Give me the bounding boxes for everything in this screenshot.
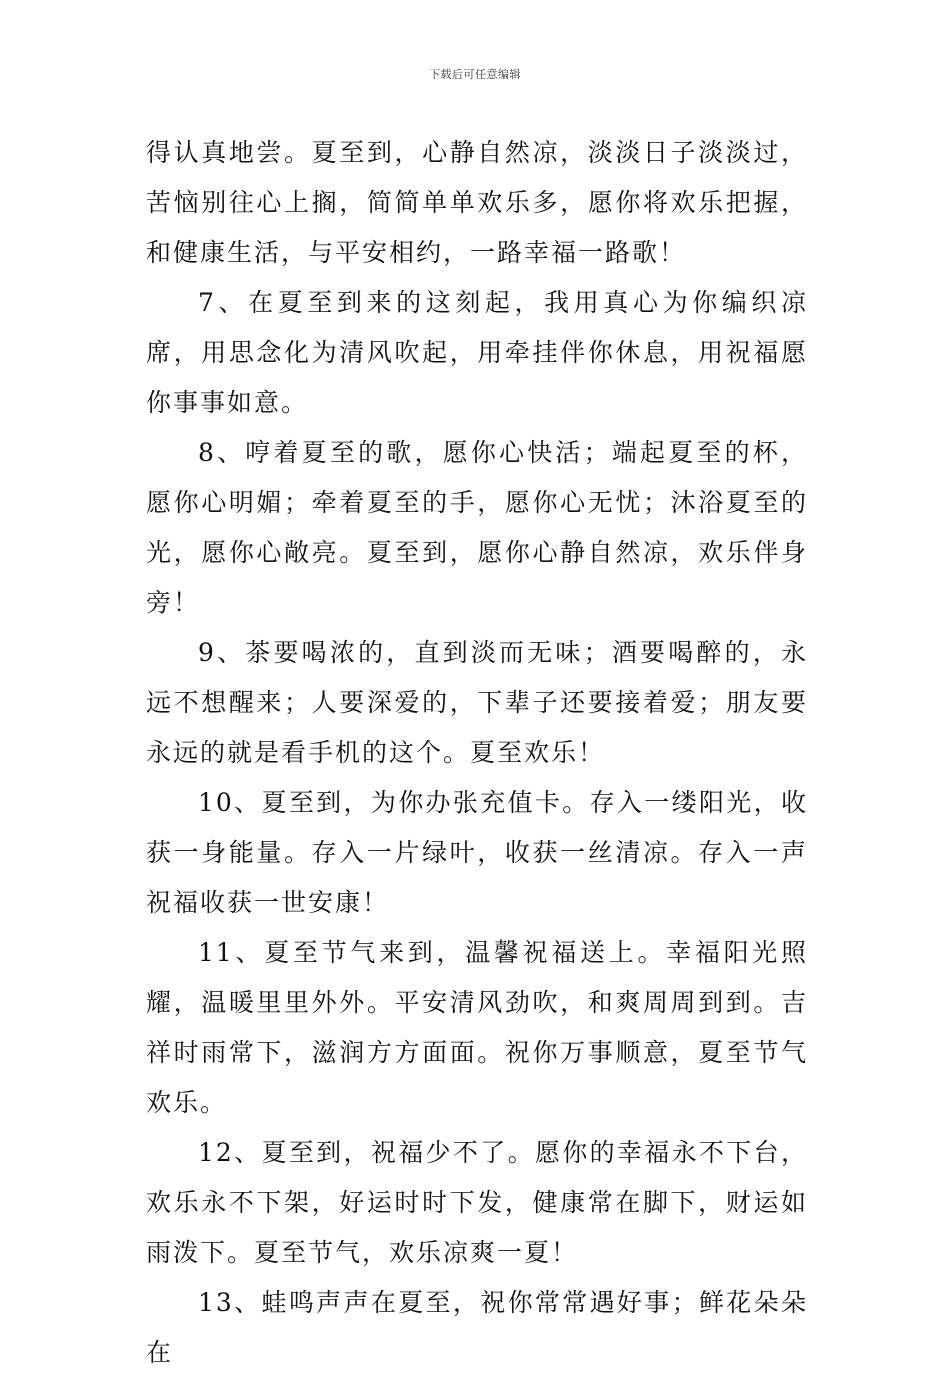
paragraph-10: 10、夏至到，为你办张充值卡。存入一缕阳光，收获一身能量。存入一片绿叶，收获一丝清凉。存入一声祝福收获一世安康！ (146, 788, 808, 917)
paragraph-7: 7、在夏至到来的这刻起，我用真心为你编织凉席，用思念化为清风吹起，用牵挂伴你休息，用祝福愿你事事如意。 (146, 288, 808, 417)
paragraph-11: 11、夏至节气来到，温馨祝福送上。幸福阳光照耀，温暖里里外外。平安清风劲吹，和爽周周到到。吉祥时雨常下，滋润方方面面。祝你万事顺意，夏至节气欢乐。 (146, 938, 808, 1117)
paragraph-13: 13、蛙鸣声声在夏至，祝你常常遇好事；鲜花朵朵在 (146, 1288, 808, 1367)
paragraph-8: 8、哼着夏至的歌，愿你心快活；端起夏至的杯，愿你心明媚；牵着夏至的手，愿你心无忧；沐浴夏至的光，愿你心敞亮。夏至到，愿你心静自然凉，欢乐伴身旁！ (146, 438, 808, 617)
paragraph-9: 9、茶要喝浓的，直到淡而无味；酒要喝醉的，永远不想醒来；人要深爱的，下辈子还要接着爱；朋友要永远的就是看手机的这个。夏至欢乐！ (146, 638, 808, 767)
page-header: 下载后可任意编辑 (429, 68, 521, 81)
paragraph-continuation: 得认真地尝。夏至到，心静自然凉，淡淡日子淡淡过，苦恼别往心上搁，简简单单欢乐多，愿你将欢乐把握，和健康生活，与平安相约，一路幸福一路歌！ (146, 138, 808, 267)
paragraph-12: 12、夏至到，祝福少不了。愿你的幸福永不下台，欢乐永不下架，好运时时下发，健康常在脚下，财运如雨泼下。夏至节气，欢乐凉爽一夏！ (146, 1138, 808, 1267)
document-body (146, 128, 808, 1378)
